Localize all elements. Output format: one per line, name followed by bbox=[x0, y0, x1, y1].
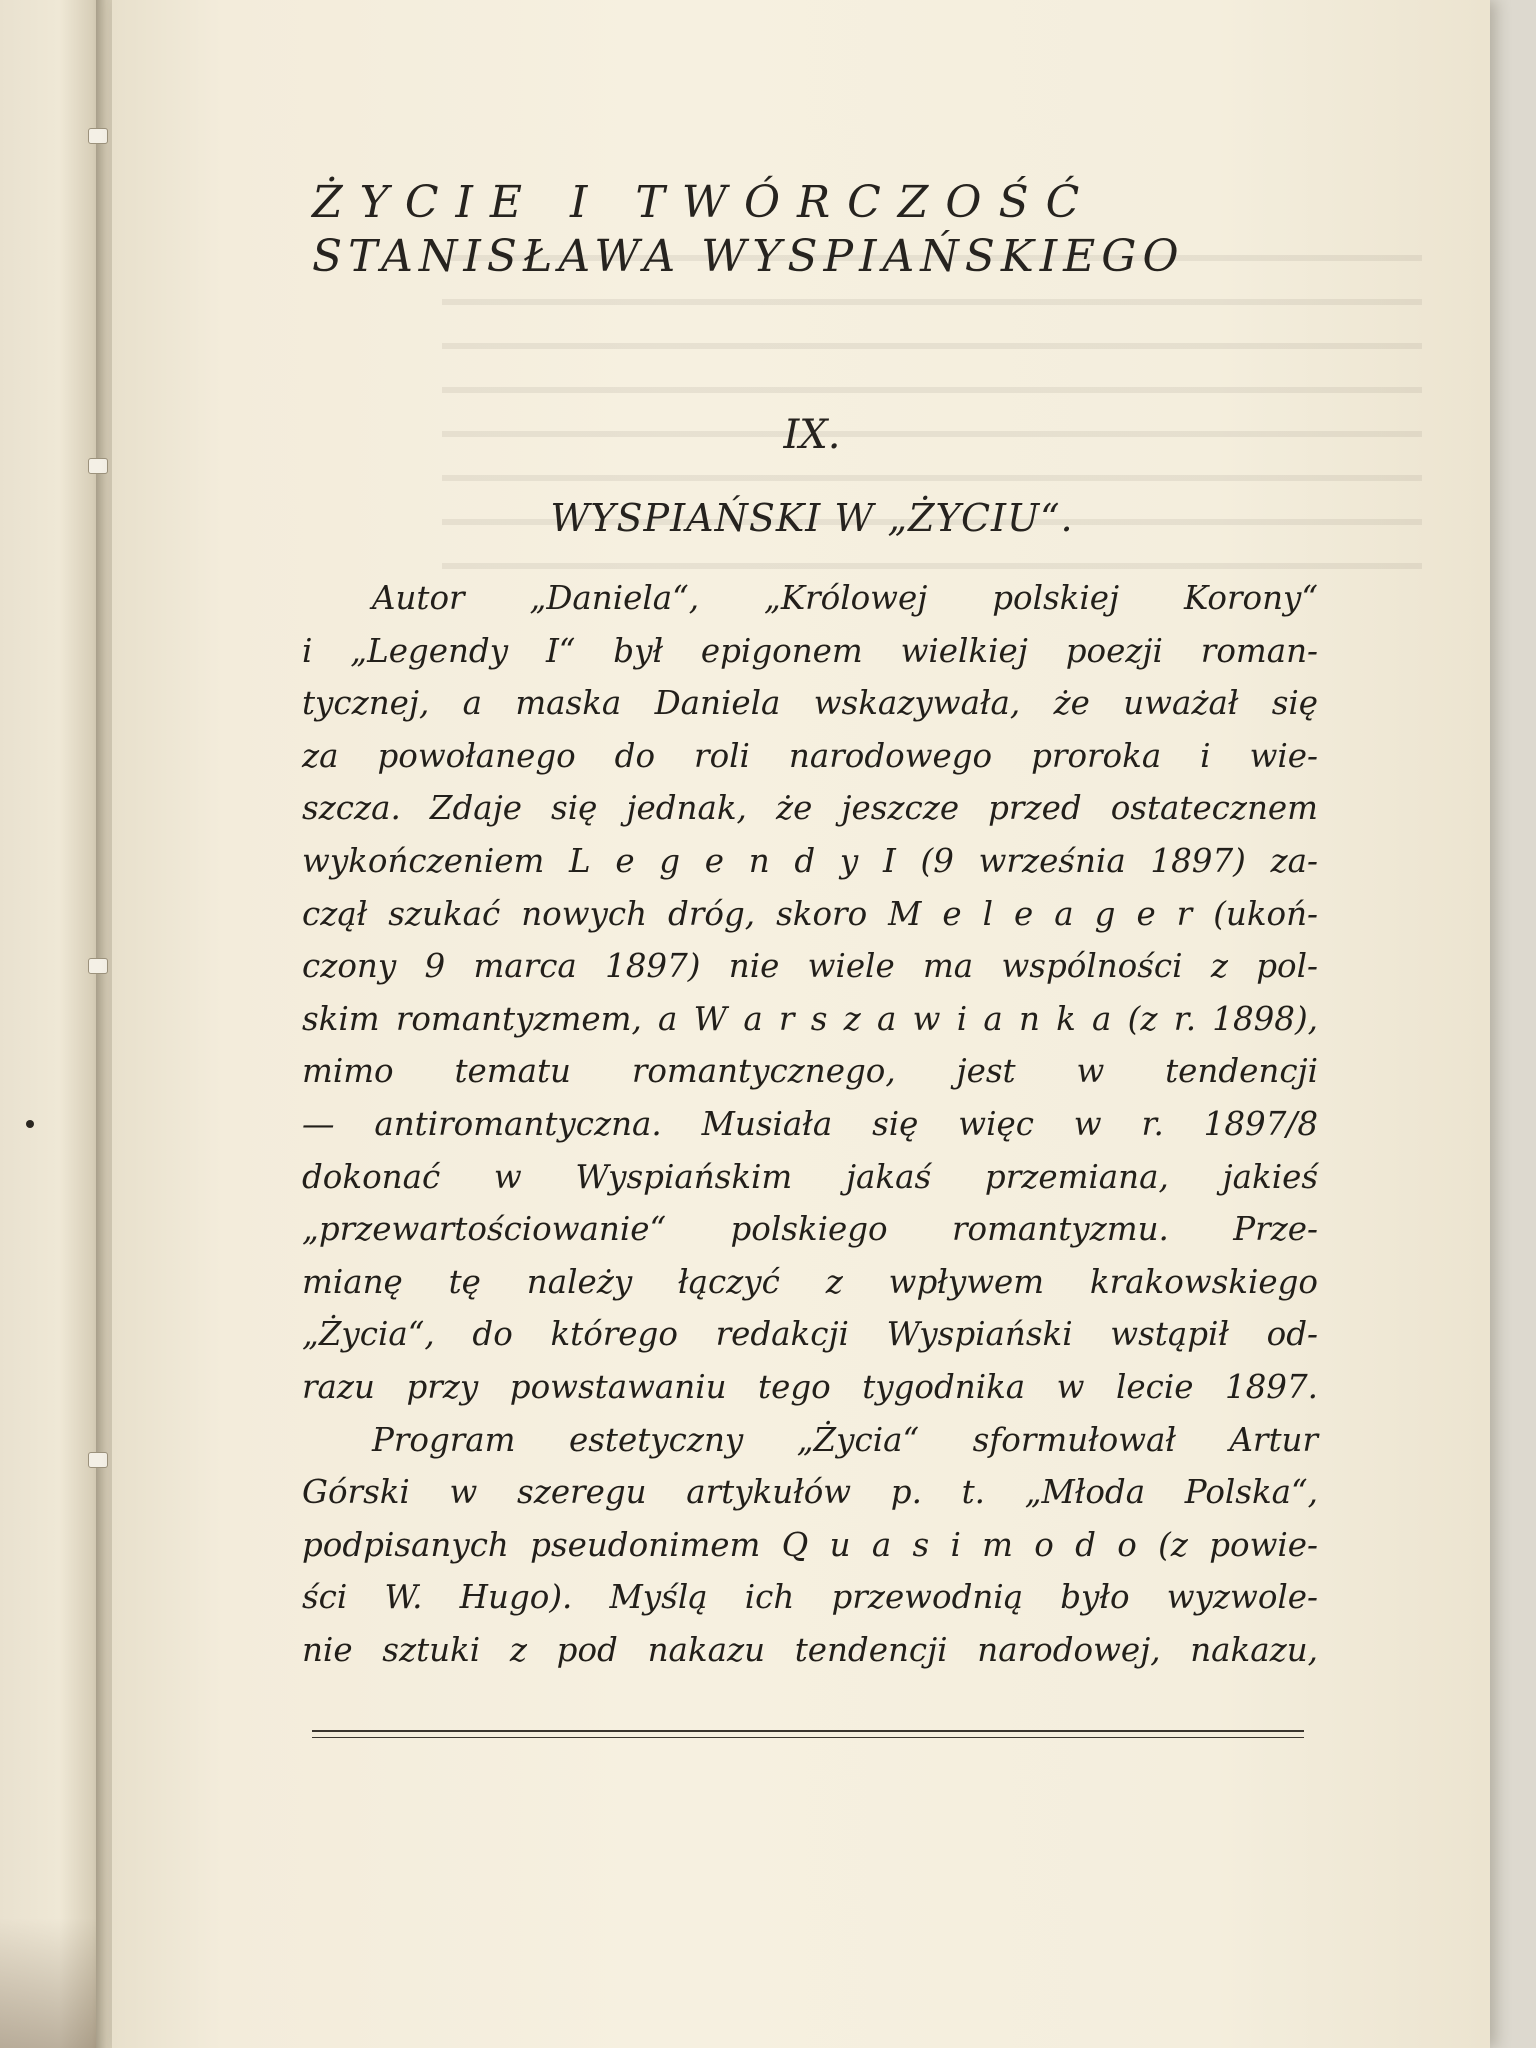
text-line: mimo tematu romantycznego, jest w tendencji bbox=[302, 1052, 1318, 1091]
body-text bbox=[302, 572, 1318, 1676]
text-line: dokonać w Wyspiańskim jakaś przemiana, jakieś bbox=[302, 1157, 1318, 1196]
text-line: mianę tę należy łączyć z wpływem krakowskiego bbox=[302, 1262, 1318, 1301]
binding-stitch bbox=[88, 458, 108, 474]
chapter-number: IX. bbox=[783, 412, 841, 458]
text-line: czony 9 marca 1897) nie wiele ma wspólności z pol- bbox=[302, 947, 1318, 986]
chapter-title: WYSPIAŃSKI W „ŻYCIU“. bbox=[550, 496, 1074, 540]
text-line: podpisanych pseudonimem Q u a s i m o d o (z powie- bbox=[302, 1525, 1318, 1564]
text-line: szcza. Zdaje się jednak, że jeszcze przed ostatecznem bbox=[302, 789, 1318, 828]
text-line: Górski w szeregu artykułów p. t. „Młoda Polska“, bbox=[302, 1473, 1318, 1512]
left-page-edge bbox=[0, 0, 108, 2048]
binding-stitch bbox=[88, 128, 108, 144]
footer-rule-top bbox=[312, 1730, 1304, 1732]
binding-stitch bbox=[88, 958, 108, 974]
running-head bbox=[312, 176, 1312, 283]
text-line: razu przy powstawaniu tego tygodnika w lecie 1897. bbox=[302, 1367, 1318, 1406]
running-head-line-2: STANISŁAWA WYSPIAŃSKIEGO bbox=[312, 230, 1185, 282]
spine-mark bbox=[26, 1120, 34, 1128]
text-line: nie sztuki z pod nakazu tendencji narodowej, nakazu, bbox=[302, 1630, 1318, 1669]
text-line: „przewartościowanie“ polskiego romantyzmu. Prze- bbox=[302, 1210, 1318, 1249]
text-line: skim romantyzmem, a W a r s z a w i a n k a (z r. 1898), bbox=[302, 999, 1318, 1038]
text-line: ści W. Hugo). Myślą ich przewodnią było wyzwole- bbox=[302, 1578, 1318, 1617]
text-line: — antiromantyczna. Musiała się więc w r. 1897/8 bbox=[302, 1104, 1318, 1143]
text-line: za powołanego do roli narodowego proroka i wie- bbox=[302, 736, 1318, 775]
text-line: Program estetyczny „Życia“ sformułował Artur bbox=[372, 1420, 1318, 1459]
text-line: wykończeniem L e g e n d y I (9 września 1897) za- bbox=[302, 841, 1318, 880]
text-line: „Życia“, do którego redakcji Wyspiański wstąpił od- bbox=[302, 1315, 1318, 1354]
text-line: i „Legendy I“ był epigonem wielkiej poezji roman- bbox=[302, 631, 1318, 670]
text-line: tycznej, a maska Daniela wskazywała, że uważał się bbox=[302, 684, 1318, 723]
footer-rule-bottom bbox=[312, 1737, 1304, 1738]
text-line: czął szukać nowych dróg, skoro M e l e a g e r (ukoń- bbox=[302, 894, 1318, 933]
text-line: Autor „Daniela“, „Królowej polskiej Korony“ bbox=[372, 579, 1318, 617]
binding-stitch bbox=[88, 1452, 108, 1468]
running-head-line-1: ŻYCIE I TWÓRCZOŚĆ bbox=[312, 177, 1097, 228]
